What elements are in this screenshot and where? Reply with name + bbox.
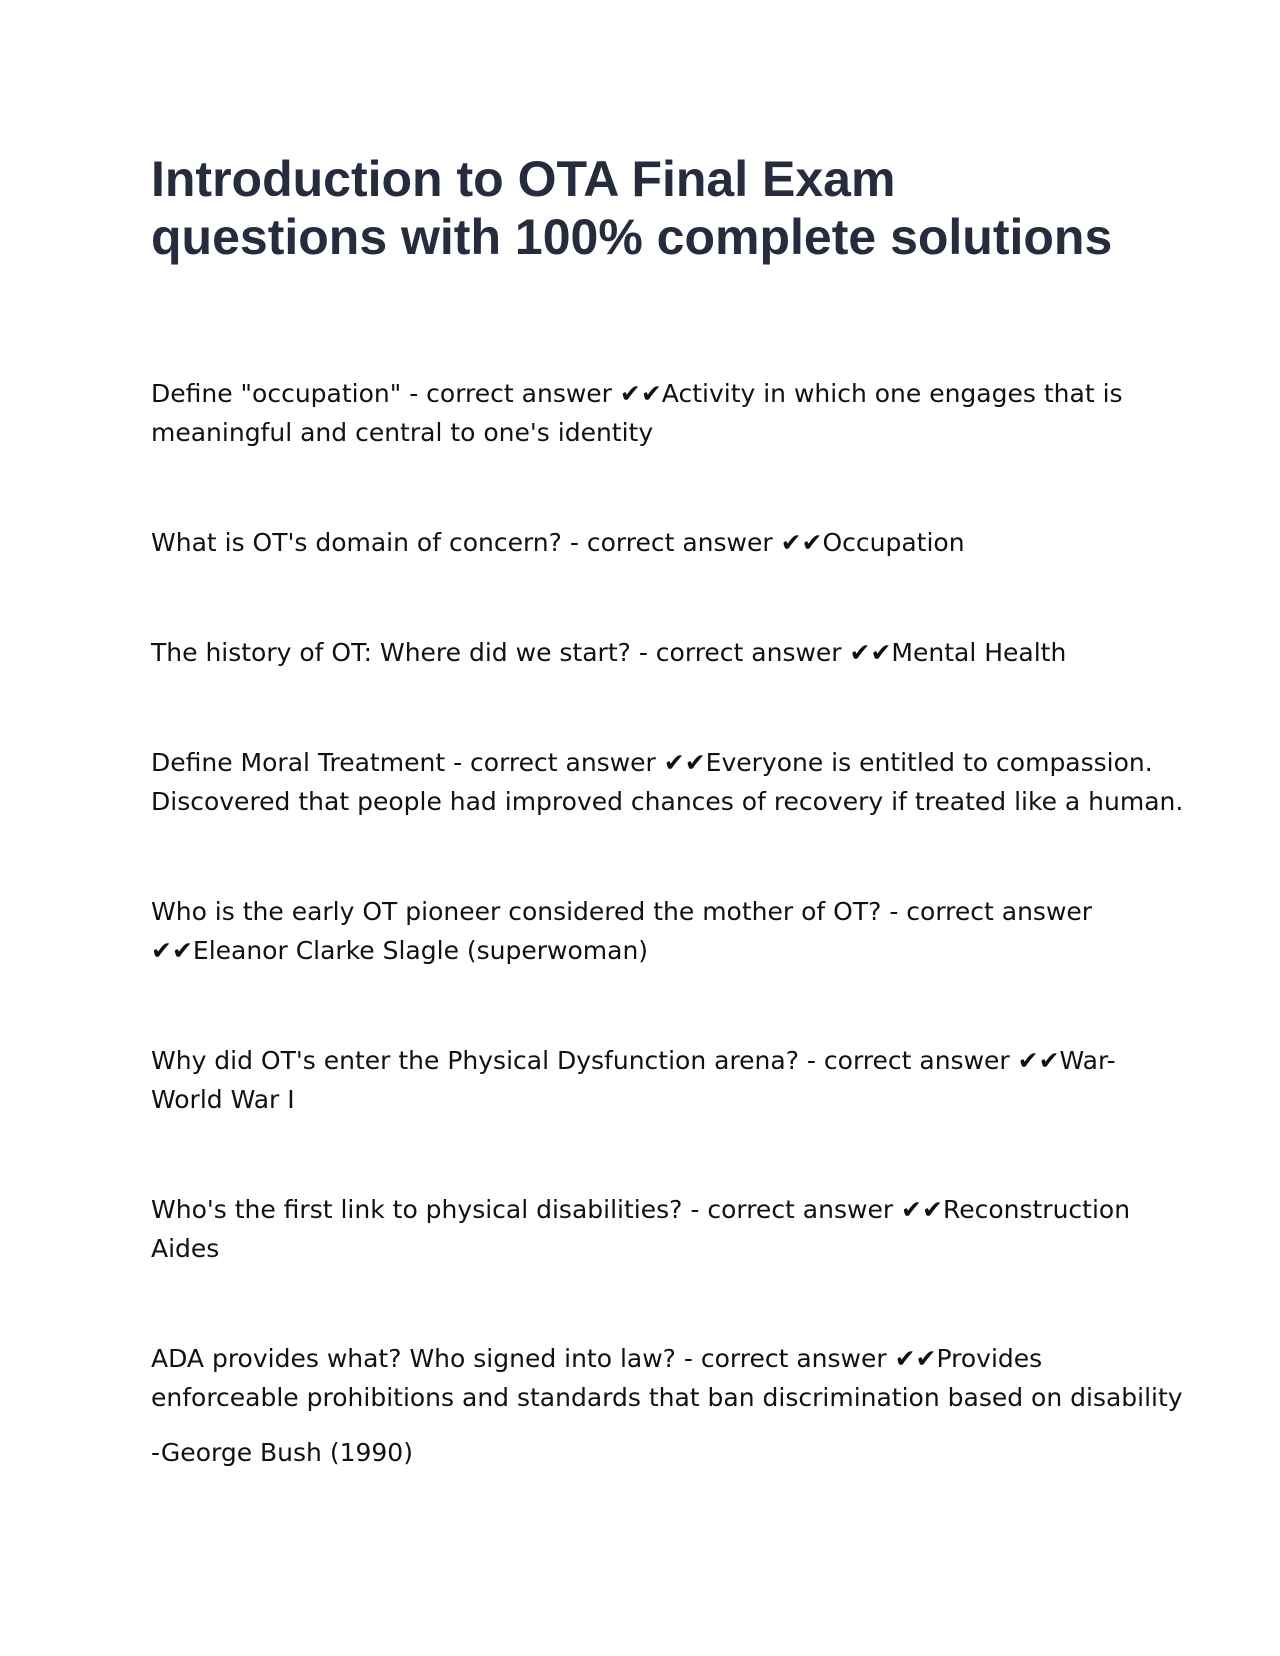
qa-text-line: Who's the first link to physical disabilities? - correct answer ✔✔Reconstruction — [151, 1195, 1131, 1224]
qa-item — [151, 374, 1151, 452]
qa-text-line: Who is the early OT pioneer considered the mother of OT? - correct answer — [151, 897, 1093, 926]
qa-item — [151, 1339, 1183, 1472]
qa-item — [151, 633, 1151, 672]
qa-attribution-line: -George Bush (1990) — [151, 1438, 413, 1467]
qa-text-line: Define "occupation" - correct answer ✔✔Activity in which one engages that is — [151, 379, 1123, 408]
qa-text-line: Aides — [151, 1234, 220, 1263]
qa-text-line: What is OT's domain of concern? - correct answer ✔✔Occupation — [151, 528, 965, 557]
document-title — [151, 150, 1151, 266]
qa-text-line: World War I — [151, 1085, 295, 1114]
qa-text-line: ✔✔Eleanor Clarke Slagle (superwoman) — [151, 936, 649, 965]
title-line: Introduction to OTA Final Exam — [151, 151, 896, 207]
qa-text-line: Why did OT's enter the Physical Dysfunction arena? - correct answer ✔✔War- — [151, 1046, 1116, 1075]
qa-item — [151, 523, 1151, 562]
qa-list — [151, 374, 1184, 1472]
qa-item — [151, 892, 1151, 970]
qa-text-line: Define Moral Treatment - correct answer ✔✔Everyone is entitled to compassion. — [151, 748, 1153, 777]
qa-item — [151, 743, 1184, 821]
qa-text-line: Discovered that people had improved chances of recovery if treated like a human. — [151, 787, 1184, 816]
qa-text-line: The history of OT: Where did we start? - correct answer ✔✔Mental Health — [151, 638, 1067, 667]
title-line: questions with 100% complete solutions — [151, 209, 1113, 265]
qa-text-line: meaningful and central to one's identity — [151, 418, 654, 447]
qa-text-line: ADA provides what? Who signed into law? - correct answer ✔✔Provides — [151, 1344, 1043, 1373]
qa-item — [151, 1190, 1151, 1268]
qa-text-line: enforceable prohibitions and standards that ban discrimination based on disability — [151, 1383, 1183, 1412]
qa-item — [151, 1041, 1151, 1119]
